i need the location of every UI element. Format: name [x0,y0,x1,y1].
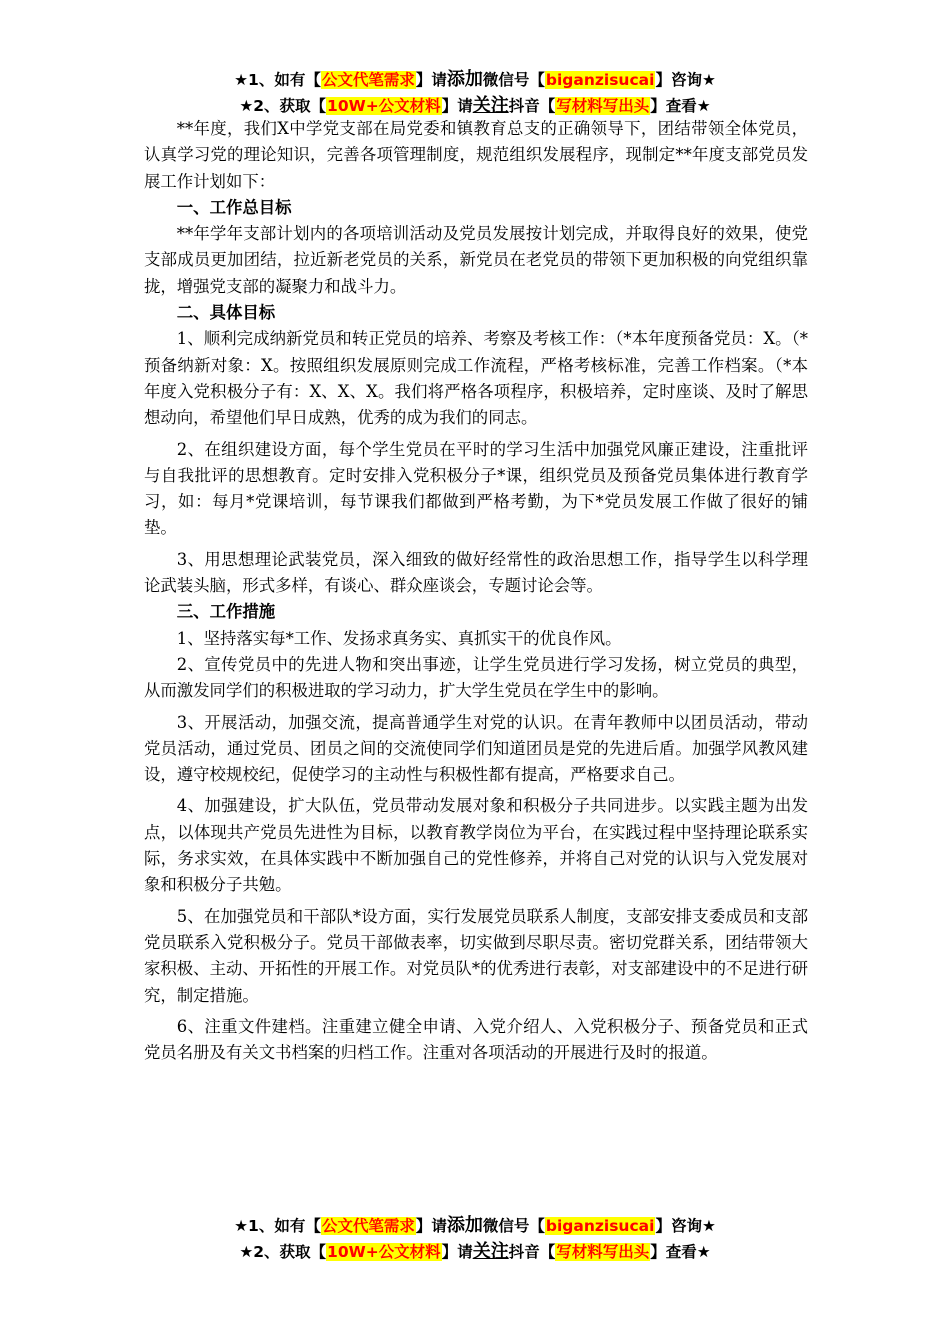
ad-text: 】查看★ [650,97,711,115]
intro-paragraph: **年度，我们X中学党支部在局党委和镇教育总支的正确领导下，团结带领全体党员，认真学习党的理论知识，完善各项管理制度，规范组织发展程序，现制定**年度支部党员发展工作计划如下： [144,119,808,191]
paragraph: **年学年支部计划内的各项培训活动及党员发展按计划完成，并取得良好的效果，使党支部成员更加团结，拉近新老党员的关系，新党员在老党员的带领下更加积极的向党组织靠拢，增强党支部的凝聚力和战斗力。 [144,224,808,296]
paragraph: 2、宣传党员中的先进人物和突出事迹，让学生党员进行学习发扬，树立党员的典型，从而激发同学们的积极进取的学习动力，扩大学生党员在学生中的影响。 [144,654,808,701]
ad-text: ★2、获取【 [239,1243,327,1261]
paragraph: 1、顺利完成纳新党员和转正党员的培养、考察及考核工作：（*本年度预备党员：X。（*预备纳新对象：X。按照组织发展原则完成工作流程，严格考核标准，完善工作档案。（*本年度入党积极分子有：X、X、X。我们将严格各项程序，积极培养，定时座谈、及时了解思想动向，希望他们早日成熟，优秀的成为我们的同志。 [144,329,808,428]
document-body [144,116,808,1066]
ad-text: ★2、获取【 [239,97,327,115]
ad-emphasis: 添加 [446,69,483,90]
ad-highlight: biganzisucai [545,71,655,89]
ad-text: 】请 [441,1243,473,1261]
ad-emphasis: 添加 [446,1215,483,1236]
ad-emphasis: 关注 [472,1241,509,1262]
ad-text: ★1、如有【 [234,1217,321,1235]
paragraph: 3、开展活动，加强交流，提高普通学生对党的认识。在青年教师中以团员活动，带动党员活动，通过党员、团员之间的交流使同学们知道团员是党的先进后盾。加强学风教风建设，遵守校规校纪，促使学习的主动性与积极性都有提高，严格要求自己。 [144,712,808,785]
paragraph: 6、注重文件建档。注重建立健全申请、入党介绍人、入党积极分子、预备党员和正式党员名册及有关文书档案的归档工作。注重对各项活动的开展进行及时的报道。 [144,1016,808,1063]
ad-highlight: 写材料写出头 [556,1243,650,1261]
section-heading: 一、工作总目标 [176,197,292,217]
section-heading: 三、工作措施 [176,602,276,622]
paragraph: 2、在组织建设方面，每个学生党员在平时的学习生活中加强党风廉正建设，注重批评与自我批评的思想教育。定时安排入党积极分子*课，组织党员及预备党员集体进行教育学习，如：每月*党课培训，每节课我们都做到严格考勤，为下*党员发展工作做了很好的铺垫。 [144,439,808,538]
ad-highlight: 10W+公文材料 [327,1243,441,1261]
paragraph: 1、坚持落实每*工作、发扬求真务实、真抓实干的优良作风。 [176,628,622,648]
paragraph: 3、用思想理论武装党员，深入细致的做好经常性的政治思想工作，指导学生以科学理论武装头脑，形式多样，有谈心、群众座谈会，专题讨论会等。 [144,549,808,596]
ad-highlight: biganzisucai [545,1217,655,1235]
ad-line-1 [0,67,950,93]
ad-text: 抖音【 [508,97,556,115]
ad-text: 微信号【 [482,1217,545,1235]
ad-text: 】咨询★ [655,1217,716,1235]
ad-text: 】请 [415,71,447,89]
ad-text: ★1、如有【 [234,71,321,89]
paragraph: 4、加强建设，扩大队伍，党员带动发展对象和积极分子共同进步。以实践主题为出发点，以体现共产党员先进性为目标，以教育教学岗位为平台，在实践过程中坚持理论联系实际，务求实效，在具体实践中不断加强自己的党性修养，并将自己对党的认识与入党发展对象和积极分子共勉。 [144,796,808,895]
ad-text: 抖音【 [508,1243,556,1261]
paragraph: 5、在加强党员和干部队*设方面，实行发展党员联系人制度，支部安排支委成员和支部党员联系入党积极分子。党员干部做表率，切实做到尽职尽责。密切党群关系，团结带领大家积极、主动、开拓性的开展工作。对党员队*的优秀进行表彰，对支部建设中的不足进行研究，制定措施。 [144,906,808,1005]
ad-highlight: 公文代笔需求 [321,71,415,89]
ad-text: 】请 [415,1217,447,1235]
ad-line-2 [0,1239,950,1265]
ad-highlight: 公文代笔需求 [321,1217,415,1235]
ad-text: 】查看★ [650,1243,711,1261]
header-ad-block [0,67,950,119]
ad-text: 】请 [441,97,473,115]
ad-highlight: 10W+公文材料 [327,97,441,115]
section-heading: 二、具体目标 [176,303,276,323]
ad-emphasis: 关注 [472,95,509,116]
ad-text: 微信号【 [482,71,545,89]
footer-ad-block [0,1213,950,1265]
ad-text: 】咨询★ [655,71,716,89]
ad-line-1 [0,1213,950,1239]
ad-highlight: 写材料写出头 [556,97,650,115]
